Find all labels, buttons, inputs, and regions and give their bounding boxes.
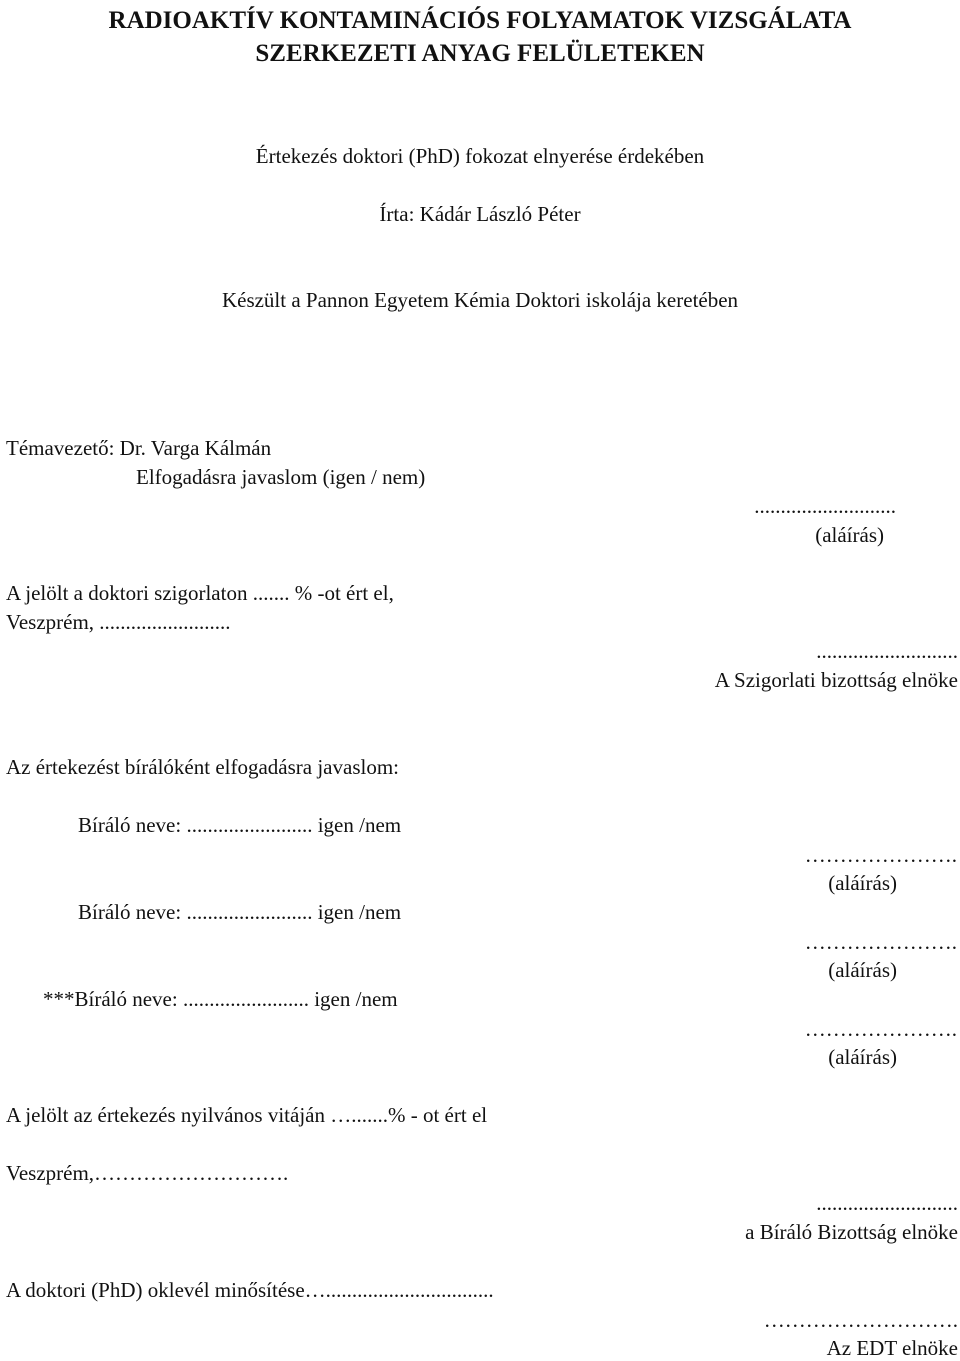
- defense-chair-signature-line: ...........................: [816, 1191, 958, 1215]
- reviewer-3-signature-line: ………………….: [804, 1017, 957, 1041]
- reviewer-2-signature-label: (aláírás): [828, 958, 897, 982]
- document-title-line-1: RADIOAKTÍV KONTAMINÁCIÓS FOLYAMATOK VIZSGÁLATA: [108, 7, 852, 34]
- supervisor-signature-line: ...........................: [754, 494, 896, 518]
- dissertation-subtitle: Értekezés doktori (PhD) fokozat elnyerése érdekében: [255, 144, 705, 168]
- reviewers-intro: Az értekezést bírálóként elfogadásra javaslom:: [6, 755, 399, 779]
- institution-line: Készült a Pannon Egyetem Kémia Doktori iskolája keretében: [221, 288, 739, 312]
- diploma-grade-line: A doktori (PhD) oklevél minősítése…................................: [6, 1278, 494, 1302]
- edt-chair-signature-line: ……………………….: [763, 1308, 958, 1332]
- supervisor-recommendation: Elfogadásra javaslom (igen / nem): [136, 465, 426, 489]
- document-title-line-2: SZERKEZETI ANYAG FELÜLETEKEN: [255, 40, 705, 67]
- reviewer-row-2: Bíráló neve: ........................ igen /nem: [78, 900, 402, 924]
- supervisor-signature-label: (aláírás): [815, 523, 884, 547]
- defense-result-line: A jelölt az értekezés nyilvános vitáján ….......% - ot ért el: [6, 1103, 488, 1127]
- reviewer-1-signature-label: (aláírás): [828, 871, 897, 895]
- supervisor-line: Témavezető: Dr. Varga Kálmán: [6, 436, 272, 460]
- reviewer-2-signature-line: ………………….: [804, 930, 957, 954]
- edt-chair-signature-label: Az EDT elnöke: [826, 1336, 958, 1360]
- defense-place-date: Veszprém,……………………….: [6, 1161, 289, 1185]
- exam-chair-signature-label: A Szigorlati bizottság elnöke: [714, 668, 958, 692]
- defense-chair-signature-label: a Bíráló Bizottság elnöke: [745, 1220, 958, 1244]
- reviewer-row-3: ***Bíráló neve: ........................ igen /nem: [43, 987, 398, 1011]
- reviewer-3-signature-label: (aláírás): [828, 1045, 897, 1069]
- author-line: Írta: Kádár László Péter: [379, 202, 581, 226]
- reviewer-1-signature-line: ………………….: [804, 843, 957, 867]
- exam-result-line: A jelölt a doktori szigorlaton ....... % -ot ért el,: [6, 581, 394, 605]
- reviewer-row-1: Bíráló neve: ........................ igen /nem: [78, 813, 402, 837]
- exam-chair-signature-line: ...........................: [816, 639, 958, 663]
- exam-place-date: Veszprém, .........................: [6, 610, 231, 634]
